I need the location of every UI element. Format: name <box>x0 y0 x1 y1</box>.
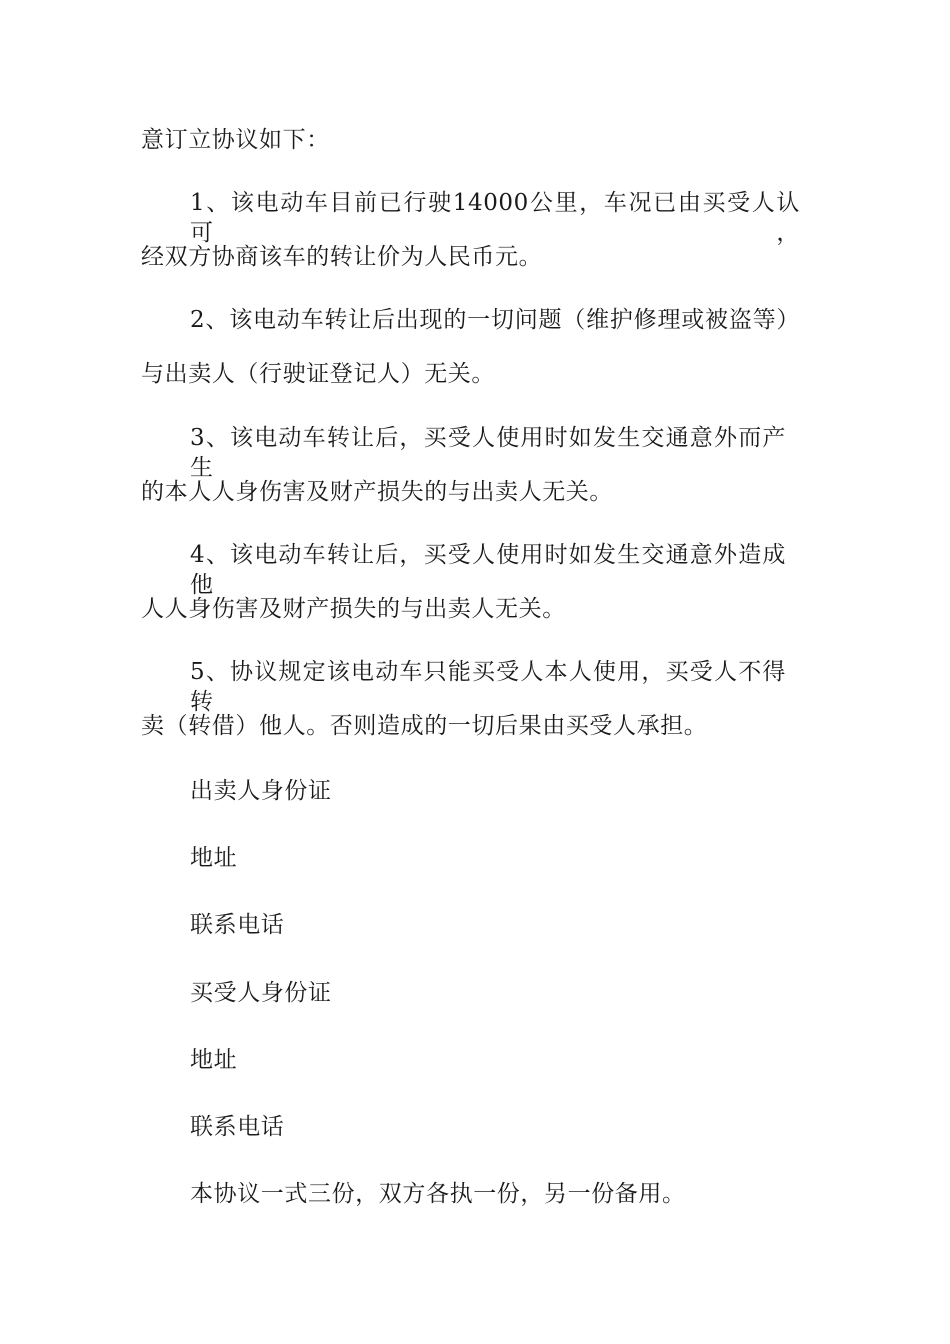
clause-5-line-1: 5、协议规定该电动车只能买受人本人使用，买受人不得转 <box>190 659 786 715</box>
closing-line: 本协议一式三份，双方各执一份，另一份备用。 <box>190 1181 686 1207</box>
clause-4-line-1: 4、该电动车转让后，买受人使用时如发生交通意外造成他 <box>190 542 786 598</box>
buyer-address-label: 地址 <box>190 1047 238 1073</box>
seller-id-label: 出卖人身份证 <box>190 778 332 804</box>
opening-line: 意订立协议如下： <box>141 127 330 153</box>
buyer-phone-label: 联系电话 <box>190 1114 285 1140</box>
clause-2-line-1: 2、该电动车转让后出现的一切问题（维护修理或被盗等） <box>190 307 800 333</box>
buyer-id-label: 买受人身份证 <box>190 980 332 1006</box>
clause-5-line-2: 卖（转借）他人。否则造成的一切后果由买受人承担。 <box>141 713 708 739</box>
seller-address-label: 地址 <box>190 845 238 871</box>
clause-1-line-2: 经双方协商该车的转让价为人民币元。 <box>141 244 543 270</box>
clause-3-line-1: 3、该电动车转让后，买受人使用时如发生交通意外而产生 <box>190 425 786 481</box>
clause-2-line-2: 与出卖人（行驶证登记人）无关。 <box>141 361 495 387</box>
clause-1-line-1: 1、该电动车目前已行驶14000公里，车况已由买受人认可， <box>190 190 800 246</box>
clause-4-line-2: 人人身伤害及财产损失的与出卖人无关。 <box>141 596 566 622</box>
seller-phone-label: 联系电话 <box>190 912 285 938</box>
clause-3-line-2: 的本人人身伤害及财产损失的与出卖人无关。 <box>141 479 613 505</box>
